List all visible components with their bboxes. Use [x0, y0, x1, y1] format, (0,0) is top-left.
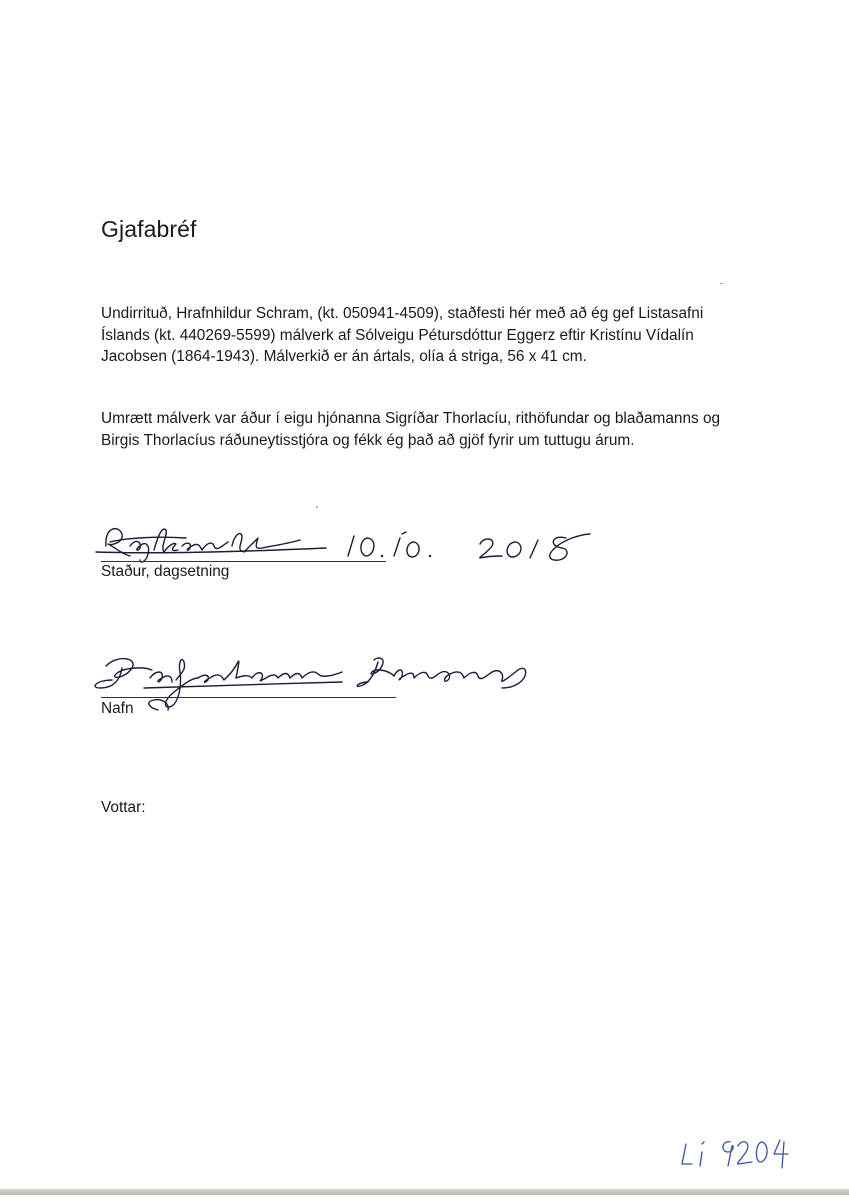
scan-edge: [0, 1189, 849, 1195]
place-date-line: [101, 561, 386, 562]
paragraph-provenance: Umrætt málverk var áður í eigu hjónanna Sigríðar Thorlacíu, rithöfundar og blaðamanns og Birgis Thorlacíus ráðuneytisstjóra og fékk ég það að gjöf fyrir um tuttugu árum.: [101, 410, 721, 449]
witness-label: Vottar:: [101, 799, 146, 816]
place-date-label: Staður, dagsetning: [101, 563, 230, 580]
document-title: Gjafabréf: [101, 216, 197, 242]
place-date-handwriting: [96, 516, 596, 566]
archive-number-handwriting: [676, 1134, 796, 1174]
name-label: Nafn: [101, 700, 134, 717]
paragraph-donation: Undirrituð, Hrafnhildur Schram, (kt. 050941-4509), staðfesti hér með að ég gef Listasafni Íslands (kt. 440269-5599) málverk af Sólveigu Pétursdóttur Eggerz eftir Kristínu Vídalín Jacobsen (1864-1943). Málverkið er án ártals, olía á striga, 56 x 41 cm.: [101, 305, 704, 365]
name-line: [101, 697, 396, 698]
name-signature: [92, 648, 552, 720]
paper-speck: [316, 506, 318, 508]
paper-speck: [720, 283, 723, 284]
